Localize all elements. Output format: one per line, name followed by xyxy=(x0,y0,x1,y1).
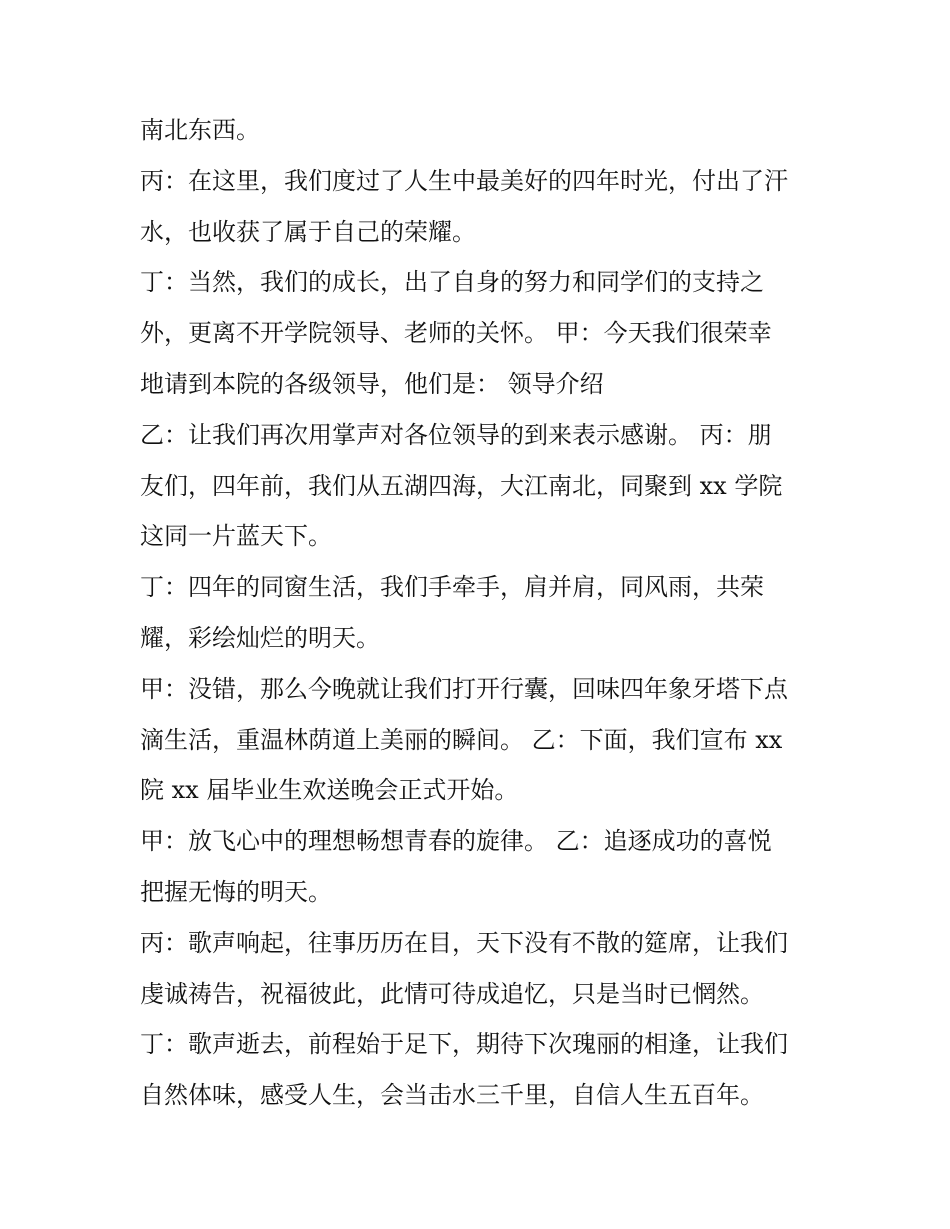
text-line-7: 乙：让我们再次用掌声对各位领导的到来表示感谢。 丙：朋 xyxy=(140,420,772,449)
text-line-10: 丁：四年的同窗生活，我们手牵手，肩并肩，同风雨，共荣 xyxy=(140,573,764,602)
text-line-13: 滴生活，重温林荫道上美丽的瞬间。 乙：下面，我们宣布 xx xyxy=(140,725,783,754)
text-line-8: 友们，四年前，我们从五湖四海，大江南北，同聚到 xx 学院 xyxy=(140,471,783,500)
text-line-14: 院 xx 届毕业生欢送晚会正式开始。 xyxy=(140,776,519,805)
text-line-20: 自然体味，感受人生，会当击水三千里，自信人生五百年。 xyxy=(140,1081,764,1110)
text-line-16: 把握无悔的明天。 xyxy=(140,877,332,906)
text-line-1: 南北东西。 xyxy=(140,116,260,144)
text-line-17: 丙：歌声响起，往事历历在目，天下没有不散的筵席，让我们 xyxy=(140,928,788,957)
text-line-6: 地请到本院的各级领导，他们是： 领导介绍 xyxy=(140,369,604,398)
text-line-12: 甲：没错，那么今晚就让我们打开行囊，回味四年象牙塔下点 xyxy=(140,674,788,703)
text-line-4: 丁：当然，我们的成长，出了自身的努力和同学们的支持之 xyxy=(140,268,764,297)
text-line-18: 虔诚祷告，祝福彼此，此情可待成追忆，只是当时已惘然。 xyxy=(140,979,764,1008)
script-text-block xyxy=(140,105,820,1121)
text-line-5: 外，更离不开学院领导、老师的关怀。 甲：今天我们很荣幸 xyxy=(140,319,772,348)
text-line-15: 甲：放飞心中的理想畅想青春的旋律。 乙：追逐成功的喜悦 xyxy=(140,827,772,856)
text-line-11: 耀，彩绘灿烂的明天。 xyxy=(140,623,380,652)
text-line-2: 丙：在这里，我们度过了人生中最美好的四年时光，付出了汗 xyxy=(140,166,788,195)
text-line-9: 这同一片蓝天下。 xyxy=(140,522,332,551)
text-line-19: 丁：歌声逝去，前程始于足下，期待下次瑰丽的相逢，让我们 xyxy=(140,1030,788,1059)
text-line-3: 水，也收获了属于自己的荣耀。 xyxy=(140,217,476,246)
